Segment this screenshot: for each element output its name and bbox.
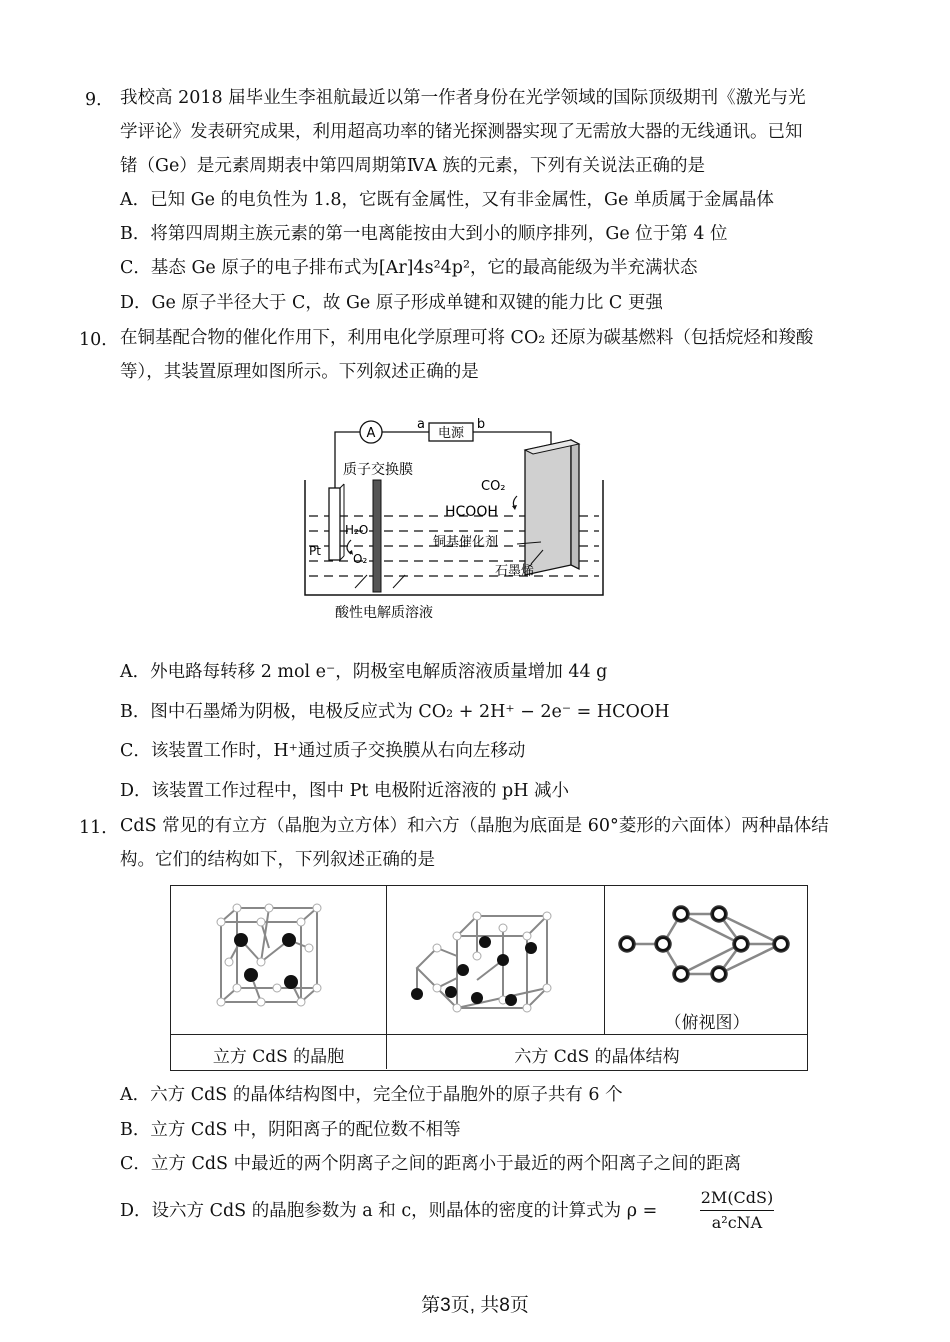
- question-10-number: 10．: [79, 330, 119, 350]
- question-10-option-c: C．该装置工作时，H⁺通过质子交换膜从右向左移动: [120, 741, 526, 761]
- proton-exchange-membrane: [373, 480, 381, 592]
- top-view-label: （俯视图）: [664, 1013, 750, 1033]
- question-9-option-b: B．将第四周期主族元素的第一电离能按由大到小的顺序排列，Ge 位于第 4 位: [120, 224, 728, 244]
- density-formula-bar: [700, 1210, 774, 1211]
- o2-label: O₂: [353, 552, 368, 566]
- question-10-option-a: A．外电路每转移 2 mol e⁻，阴极室电解质溶液质量增加 44 g: [120, 662, 608, 682]
- question-10-option-b: B．图中石墨烯为阴极，电极反应式为 CO₂ + 2H⁺ − 2e⁻ = HCOOH: [120, 702, 670, 722]
- pt-electrode: [329, 488, 340, 560]
- question-10-option-d: D．该装置工作过程中，图中 Pt 电极附近溶液的 pH 减小: [120, 781, 570, 801]
- question-11-option-a: A．六方 CdS 的晶体结构图中，完全位于晶胞外的原子共有 6 个: [120, 1085, 623, 1105]
- ammeter-label: A: [366, 426, 376, 441]
- hexagonal-top-view-image: [615, 896, 799, 996]
- cubic-cds-cell-image: [211, 900, 331, 1020]
- question-11-stem-line-1: CdS 常见的有立方（晶胞为立方体）和六方（晶胞为底面是 60°菱形的六面体）两种晶体结: [120, 816, 829, 836]
- question-9-option-a: A．已知 Ge 的电负性为 1.8，它既有金属性，又有非金属性，Ge 单质属于金属晶体: [120, 190, 774, 210]
- question-10-stem-line-2: 等），其装置原理如图所示。下列叙述正确的是: [120, 362, 479, 382]
- power-source-label: 电源: [437, 426, 465, 441]
- hexagonal-cds-structure-image: [407, 896, 587, 1028]
- co2-label: CO₂: [481, 479, 506, 494]
- electrolysis-cell-diagram: [295, 410, 615, 630]
- question-9-stem-line-3: 锗（Ge）是元素周期表中第四周期第ⅣA 族的元素，下列有关说法正确的是: [120, 156, 706, 176]
- question-9-option-d: D．Ge 原子半径大于 C，故 Ge 原子形成单键和双键的能力比 C 更强: [120, 293, 663, 313]
- crystal-structure-table: [170, 885, 808, 1071]
- membrane-label: 质子交换膜: [343, 462, 413, 478]
- pt-label: Pt: [309, 544, 321, 558]
- question-11-option-d: D．设六方 CdS 的晶胞参数为 a 和 c，则晶体的密度的计算式为 ρ =: [120, 1201, 658, 1221]
- density-formula-numerator: 2M(CdS): [700, 1188, 774, 1207]
- question-11-number: 11．: [79, 818, 119, 838]
- question-9-option-c: C．基态 Ge 原子的电子排布式为[Ar]4s²4p²，它的最高能级为半充满状态: [120, 258, 698, 278]
- graphene-electrode: [525, 440, 571, 575]
- page-footer: 第3页, 共8页: [421, 1295, 529, 1316]
- graphene-label: 石墨烯: [495, 564, 535, 579]
- question-9-number: 9．: [85, 90, 114, 110]
- terminal-b-label: b: [476, 417, 486, 432]
- h2o-label: H₂O: [345, 523, 369, 537]
- question-9-stem-line-2: 学评论》发表研究成果，利用超高功率的锗光探测器实现了无需放大器的无线通讯。已知: [120, 122, 803, 142]
- density-formula-denominator: a²cNA: [711, 1213, 763, 1232]
- hcooh-label: HCOOH: [445, 504, 498, 520]
- terminal-a-label: a: [417, 417, 425, 432]
- question-11-option-b: B．立方 CdS 中，阴阳离子的配位数不相等: [120, 1120, 461, 1140]
- electrolyte-label: 酸性电解质溶液: [335, 605, 433, 621]
- question-9-stem-line-1: 我校高 2018 届毕业生李祖航最近以第一作者身份在光学领域的国际顶级期刊《激光与光: [120, 88, 806, 108]
- question-11-option-c: C．立方 CdS 中最近的两个阴离子之间的距离小于最近的两个阳离子之间的距离: [120, 1154, 742, 1174]
- question-10-stem-line-1: 在铜基配合物的催化作用下，利用电化学原理可将 CO₂ 还原为碳基燃料（包括烷烃和羧酸: [120, 328, 814, 348]
- hexagonal-cds-label: 六方 CdS 的晶体结构: [514, 1047, 680, 1067]
- catalyst-label: 铜基催化剂: [433, 535, 499, 550]
- question-11-stem-line-2: 构。它们的结构如下，下列叙述正确的是: [120, 850, 435, 870]
- cubic-cds-label: 立方 CdS 的晶胞: [212, 1047, 345, 1067]
